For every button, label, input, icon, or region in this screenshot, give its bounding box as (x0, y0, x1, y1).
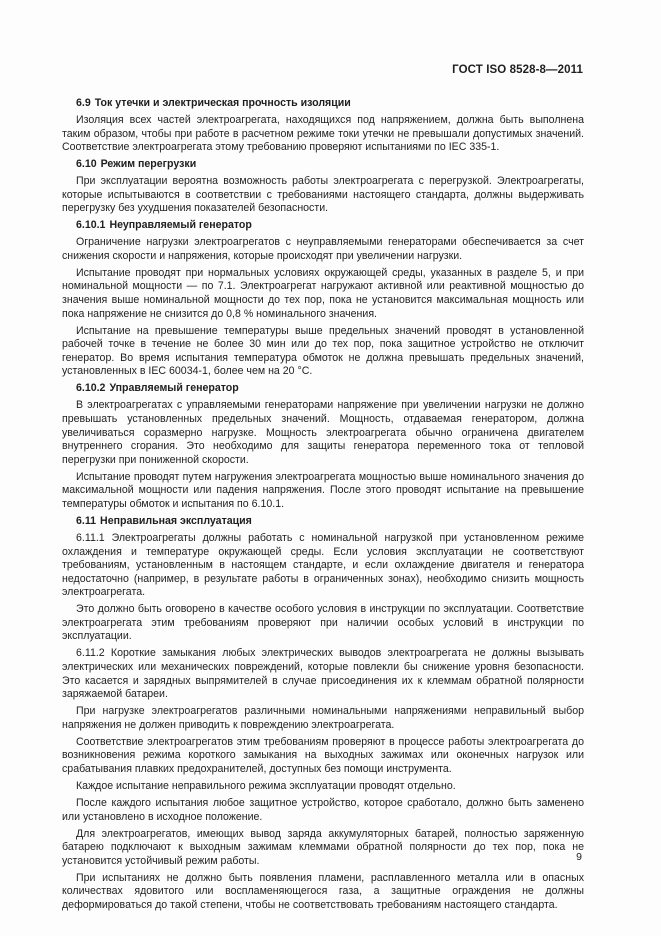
section-heading-6-10-1 (62, 219, 584, 233)
paragraph: Изоляция всех частей электроагрегата, находящихся под напряжением, должна быть выполнена таким образом, чтобы при работе в расчетном режиме токи утечки не превышали допустимых значений. Соответствие электроагрегата этому требованию проверяют испытаниями по IEC 335-1. (62, 113, 584, 154)
section-title: Ток утечки и электрическая прочность изоляции (94, 97, 351, 109)
section-heading-6-10-2 (62, 382, 584, 396)
paragraph: Для электроагрегатов, имеющих вывод заряда аккумуляторных батарей, полностью заряженную батарею подключают к выходным зажимам клеммами обратной полярности до тех пор, пока не установится устойчивый режим работы. (62, 827, 584, 867)
section-number: 6.9 (76, 97, 91, 109)
paragraph: 6.11.1 Электроагрегаты должны работать с номинальной нагрузкой при установленном режиме охлаждения и температуре окружающей среды. Если условия эксплуатации не соответствуют требованиям, установленным в настоящем стандарте, и если охлаждение двигателя и генератора недостаточно (например, в результате работы в ограниченных зонах), необходимо снизить мощность электроагрегата. (62, 531, 584, 599)
paragraph: Испытание на превышение температуры выше предельных значений проводят в установленной рабочей точке в течение не более 30 мин или до тех пор, пока защитное устройство не отключит генератор. Во время испытания температура обмоток не должна превышать предельных значений, установленных в IEC 60034-1, более чем на 20 °С. (62, 324, 584, 378)
paragraph: Ограничение нагрузки электроагрегатов с неуправляемыми генераторами обеспечивается за счет снижения скорости и напряжения, которые происходят при увеличении нагрузки. (62, 236, 584, 262)
section-title: Неуправляемый генератор (109, 219, 252, 232)
document-id-header: ГОСТ ISO 8528-8—2011 (452, 64, 583, 76)
document-body (62, 95, 584, 916)
paragraph: Каждое испытание неправильного режима эксплуатации проводят отдельно. (76, 779, 456, 792)
section-number: 6.10 (76, 158, 97, 171)
paragraph: При испытаниях не должно быть появления пламени, расплавленного металла или в опасных количествах ядовитого или воспламеняющегося газа, а защитные ограждения не должны деформироваться до такой степени, чтобы не соответствовать требованиям настоящего стандарта. (62, 871, 584, 911)
section-heading-6-11 (62, 515, 584, 529)
section-heading-6-10 (62, 158, 584, 172)
paragraph: Испытание проводят при нормальных условиях окружающей среды, указанных в разделе 5, и при номинальной мощности — по 7.1. Электроагрегат нагружают активной или реактивной мощностью до значения выше номинальной мощности до тех пор, пока не установится максимальная мощность или пока напряжение не снизится до 0,8 % номинального значения. (62, 266, 584, 320)
paragraph: При нагрузке электроагрегатов различными номинальными напряжениями неправильный выбор напряжения не должен приводить к повреждению электроагрегата. (62, 705, 584, 731)
paragraph: Это должно быть оговорено в качестве особого условия в инструкции по эксплуатации. Соответствие электроагрегата этим требованиям проверяют при наличии особых условий в инструкции по эксплуатации. (62, 603, 584, 643)
section-title: Режим перегрузки (100, 158, 197, 171)
page-number: 9 (576, 851, 582, 863)
section-title: Неправильная эксплуатация (100, 514, 252, 527)
section-number: 6.10.1 (76, 219, 106, 232)
section-number: 6.11 (76, 514, 97, 527)
paragraph: Испытание проводят путем нагружения электроагрегата мощностью выше номинального значения до максимальной мощности или падения напряжения. После этого проводят испытание на превышение температуры обмоток и испытания по 6.10.1. (62, 470, 584, 510)
section-number: 6.10.2 (76, 382, 106, 395)
section-title: Управляемый генератор (109, 382, 239, 395)
paragraph: После каждого испытания любое защитное устройство, которое сработало, должно быть заменено или установлено в исходное положение. (62, 796, 584, 823)
paragraph: При эксплуатации вероятна возможность работы электроагрегата с перегрузкой. Электроагрегаты, которые испытываются в соответствии с требованиями настоящего стандарта, должны выдерживать перегрузку без ухудшения показателей безопасности. (62, 175, 584, 215)
paragraph: В электроагрегатах с управляемыми генераторами напряжение при увеличении нагрузки не должно превышать установленных предельных значений. Мощность, отдаваемая генератором, должна увеличиваться соразмерно нагрузке. Мощность электроагрегата обычно ограничена двигателем внутреннего сгорания. Это необходимо для защиты генератора переменного тока от тепловой перегрузки при пониженной скорости. (62, 399, 584, 466)
paragraph: Соответствие электроагрегатов этим требованиям проверяют в процессе работы электроагрегата до возникновения режима короткого замыкания на выходных зажимах или оконечных нагрузок или срабатывания плавких предохранителей, доступных без помощи инструмента. (62, 735, 584, 775)
paragraph: 6.11.2 Короткие замыкания любых электрических выводов электроагрегата не должны вызывать электрических или механических повреждений, которые повлекли бы снижение уровня безопасности. Это касается и зарядных выпрямителей в случае присоединения их к клеммам обратной полярности заряжаемой батареи. (62, 647, 584, 701)
section-heading-6-9 (62, 97, 584, 111)
